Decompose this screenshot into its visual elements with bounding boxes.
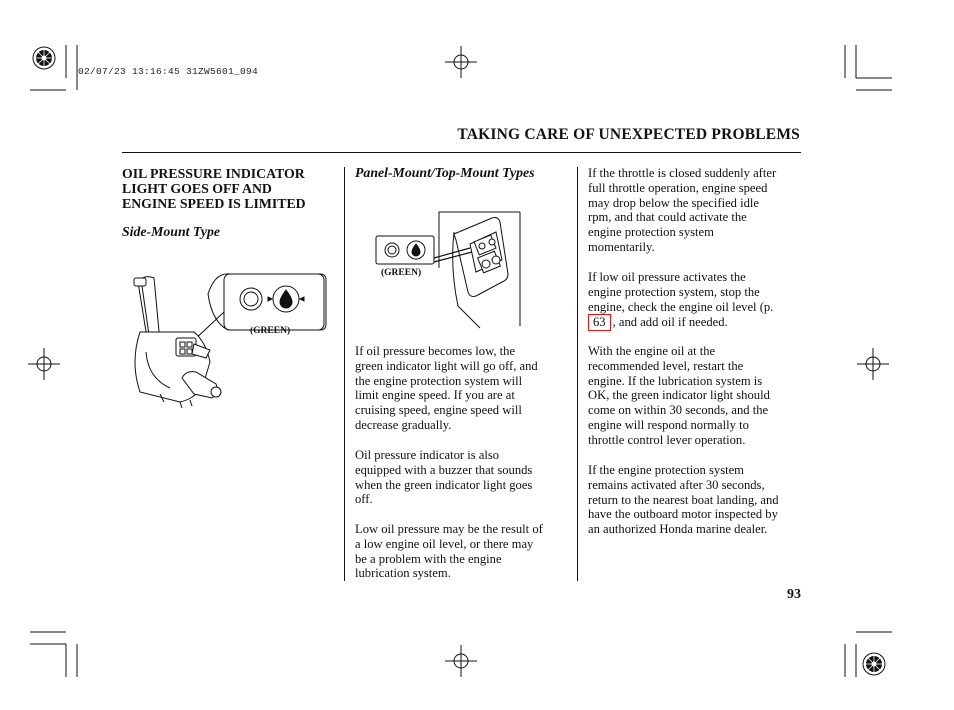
text-line: OK, the green indicator light should xyxy=(588,388,770,403)
crosshair-top xyxy=(445,46,477,78)
header-rule xyxy=(122,152,801,153)
text-line: have the outboard motor inspected by xyxy=(588,507,778,522)
column-divider-right xyxy=(577,167,578,581)
text-line: come on within 30 seconds, and the xyxy=(588,403,769,418)
side-mount-control-illustration xyxy=(120,262,350,412)
text-line: when the green indicator light goes xyxy=(355,477,533,492)
print-stamp: 02/07/23 13:16:45 31ZW5601_094 xyxy=(78,66,259,77)
text-line: rpm, and that could activate the xyxy=(588,210,747,225)
text-line: remains activated after 30 seconds, xyxy=(588,477,765,492)
side-mount-indicator-caption: (GREEN) xyxy=(250,326,291,336)
text-line: lubrication system. xyxy=(355,566,451,581)
text-line-with-link xyxy=(588,314,773,331)
text-line: engine. If the lubrication system is xyxy=(588,373,763,388)
text-line: equipped with a buzzer that sounds xyxy=(355,462,533,477)
panel-mount-indicator-caption: (GREEN) xyxy=(381,268,422,278)
text-line: If low oil pressure activates the xyxy=(588,270,746,284)
body-paragraph xyxy=(355,448,532,507)
text-line: decrease gradually. xyxy=(355,417,452,432)
crosshair-left xyxy=(28,348,60,380)
body-paragraph xyxy=(588,344,770,448)
text-line: With the engine oil at the xyxy=(588,344,716,358)
text-line: engine, check the engine oil level (p. xyxy=(588,299,774,314)
text-line: return to the nearest boat landing, and xyxy=(588,492,779,507)
page-number: 93 xyxy=(787,587,801,602)
body-paragraph xyxy=(588,463,779,537)
text-line: a low engine oil level, or there may xyxy=(355,536,534,551)
page-title: TAKING CARE OF UNEXPECTED PROBLEMS xyxy=(457,126,800,143)
body-paragraph xyxy=(588,270,773,331)
text-line: be a problem with the engine xyxy=(355,551,502,566)
crosshair-right xyxy=(857,348,889,380)
section-heading-line: LIGHT GOES OFF AND xyxy=(122,181,272,196)
text-line: engine will respond normally to xyxy=(588,417,749,432)
text-line: recommended level, restart the xyxy=(588,358,744,373)
text-line: full throttle operation, engine speed xyxy=(588,180,768,195)
text-line-end: , and add oil if needed. xyxy=(612,315,728,330)
text-line: If oil pressure becomes low, the xyxy=(355,344,516,358)
side-mount-subheading: Side-Mount Type xyxy=(122,224,220,239)
text-line: engine protection system, stop the xyxy=(588,284,760,299)
text-line: limit engine speed. If you are at xyxy=(355,388,515,403)
section-heading-line: ENGINE SPEED IS LIMITED xyxy=(122,196,306,211)
text-line: engine protection system xyxy=(588,225,714,240)
panel-mount-subheading: Panel-Mount/Top-Mount Types xyxy=(355,165,535,180)
body-paragraph xyxy=(355,344,538,433)
text-line: momentarily. xyxy=(588,239,655,254)
text-line: the engine protection system will xyxy=(355,373,523,388)
text-line: If the throttle is closed suddenly after xyxy=(588,166,777,180)
text-line: If the engine protection system xyxy=(588,463,744,477)
body-paragraph xyxy=(588,166,776,255)
page-reference-link[interactable]: 63 xyxy=(588,314,611,331)
text-line: may drop below the specified idle xyxy=(588,195,760,210)
text-line: Oil pressure indicator is also xyxy=(355,448,500,462)
text-line: an authorized Honda marine dealer. xyxy=(588,522,768,537)
section-heading xyxy=(122,166,306,211)
text-line: green indicator light will go off, and xyxy=(355,358,538,373)
body-paragraph xyxy=(355,522,543,581)
starburst-bottom-right xyxy=(863,653,885,675)
text-line: throttle control lever operation. xyxy=(588,432,746,447)
text-line: cruising speed, engine speed will xyxy=(355,403,522,418)
text-line: Low oil pressure may be the result of xyxy=(355,522,543,536)
crosshair-bottom xyxy=(445,645,477,677)
text-line: off. xyxy=(355,492,373,507)
section-heading-line: OIL PRESSURE INDICATOR xyxy=(122,166,305,181)
starburst-top-left xyxy=(33,47,55,69)
